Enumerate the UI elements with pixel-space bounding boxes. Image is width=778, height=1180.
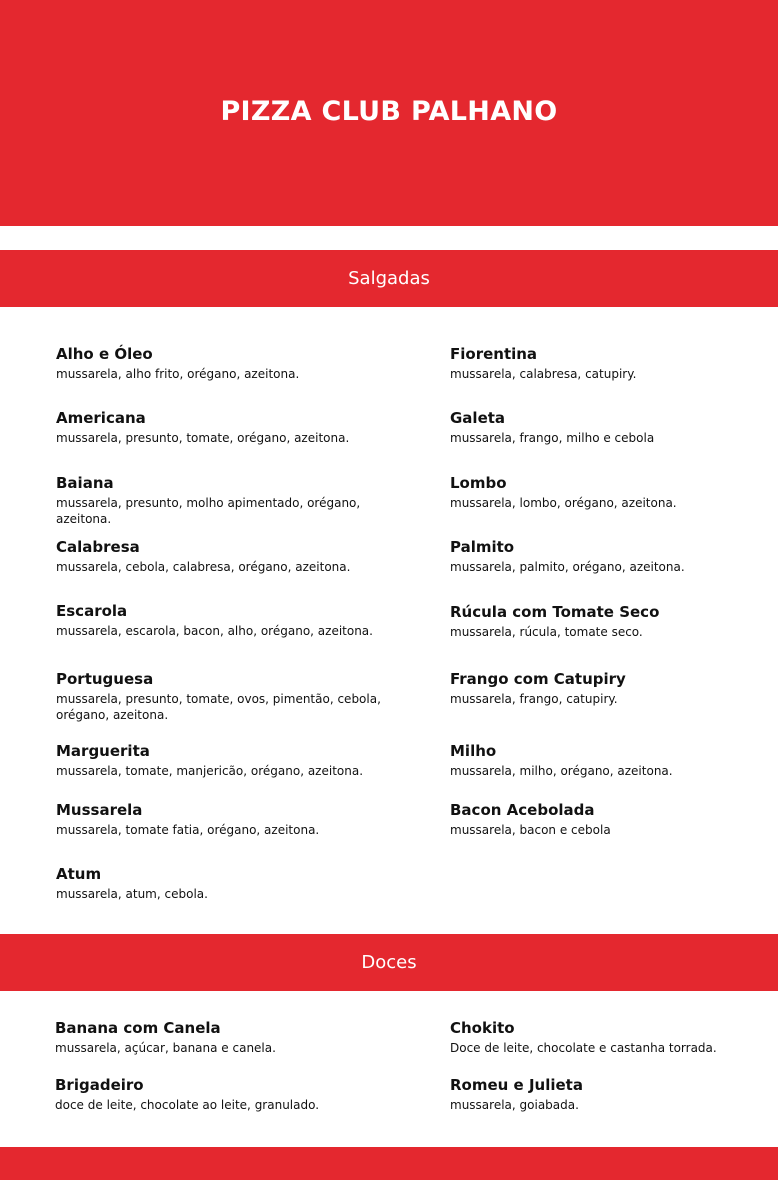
menu-item-name: Mussarela <box>56 801 143 819</box>
menu-item-name: Atum <box>56 865 102 883</box>
menu-item <box>450 473 778 511</box>
menu-item <box>450 1018 778 1056</box>
footer-band <box>0 1147 778 1180</box>
menu-item-description: mussarela, escarola, bacon, alho, orégano, azeitona. <box>56 624 373 638</box>
menu-item-name: Lombo <box>450 474 507 492</box>
menu-item-description: mussarela, rúcula, tomate seco. <box>450 625 643 639</box>
menu-item <box>56 669 386 723</box>
menu-item <box>450 669 778 707</box>
menu-item-name: Chokito <box>450 1019 515 1037</box>
menu-item-name: Frango com Catupiry <box>450 670 626 688</box>
menu-item <box>56 601 386 639</box>
menu-item-description: mussarela, tomate, manjericão, orégano, azeitona. <box>56 764 364 778</box>
menu-item-name: Brigadeiro <box>55 1076 144 1094</box>
menu-item-description: mussarela, calabresa, catupiry. <box>450 367 637 381</box>
menu-item <box>450 800 778 838</box>
menu-item <box>56 344 386 382</box>
menu-item-description: Doce de leite, chocolate e castanha torrada. <box>450 1041 717 1055</box>
menu-item <box>450 408 778 446</box>
menu-item-description: mussarela, atum, cebola. <box>56 887 208 901</box>
menu-item-description: mussarela, palmito, orégano, azeitona. <box>450 560 685 574</box>
menu-item-name: Escarola <box>56 602 128 620</box>
menu-item <box>56 741 386 779</box>
header-banner <box>0 0 778 226</box>
menu-item-description: mussarela, tomate fatia, orégano, azeitona. <box>56 823 320 837</box>
menu-item-name: Rúcula com Tomate Seco <box>450 603 660 621</box>
menu-item <box>56 473 386 527</box>
menu-item-name: Baiana <box>56 474 114 492</box>
menu-item-name: Palmito <box>450 538 515 556</box>
menu-item-description: mussarela, alho frito, orégano, azeitona. <box>56 367 300 381</box>
menu-item-name: Banana com Canela <box>55 1019 221 1037</box>
restaurant-title: PIZZA CLUB PALHANO <box>220 96 558 127</box>
menu-item <box>55 1018 385 1056</box>
menu-item <box>56 408 386 446</box>
menu-item <box>450 602 778 640</box>
menu-item-name: Romeu e Julieta <box>450 1076 583 1094</box>
menu-item-name: Portuguesa <box>56 670 154 688</box>
menu-item-description: mussarela, goiabada. <box>450 1098 579 1112</box>
menu-item-description: mussarela, frango, milho e cebola <box>450 431 655 445</box>
menu-item-name: Bacon Acebolada <box>450 801 595 819</box>
menu-item <box>56 800 386 838</box>
menu-item-description: mussarela, lombo, orégano, azeitona. <box>450 496 677 510</box>
menu-item-name: Alho e Óleo <box>56 345 153 363</box>
menu-item-name: Fiorentina <box>450 345 538 363</box>
menu-item-name: Galeta <box>450 409 506 427</box>
menu-item-description: mussarela, frango, catupiry. <box>450 692 618 706</box>
menu-item-name: Marguerita <box>56 742 150 760</box>
menu-item <box>56 864 386 902</box>
menu-item-name: Americana <box>56 409 146 427</box>
menu-item <box>450 1075 778 1113</box>
section-title: Doces <box>361 952 417 973</box>
menu-item <box>55 1075 385 1113</box>
menu-item-name: Calabresa <box>56 538 140 556</box>
menu-item <box>450 537 778 575</box>
menu-item-description: mussarela, bacon e cebola <box>450 823 611 837</box>
menu-item <box>56 537 386 575</box>
section-title: Salgadas <box>348 268 430 289</box>
menu-item-description: mussarela, cebola, calabresa, orégano, azeitona. <box>56 560 351 574</box>
menu-item-name: Milho <box>450 742 497 760</box>
menu-item-description: mussarela, milho, orégano, azeitona. <box>450 764 673 778</box>
menu-item <box>450 741 778 779</box>
section-header-salgadas <box>0 250 778 307</box>
menu-item-description: mussarela, presunto, tomate, ovos, pimentão, cebola, orégano, azeitona. <box>56 692 381 722</box>
menu-item <box>450 344 778 382</box>
menu-item-description: mussarela, presunto, molho apimentado, orégano, azeitona. <box>56 496 361 526</box>
section-header-doces <box>0 934 778 991</box>
menu-item-description: doce de leite, chocolate ao leite, granulado. <box>55 1098 320 1112</box>
menu-item-description: mussarela, açúcar, banana e canela. <box>55 1041 276 1055</box>
menu-item-description: mussarela, presunto, tomate, orégano, azeitona. <box>56 431 350 445</box>
